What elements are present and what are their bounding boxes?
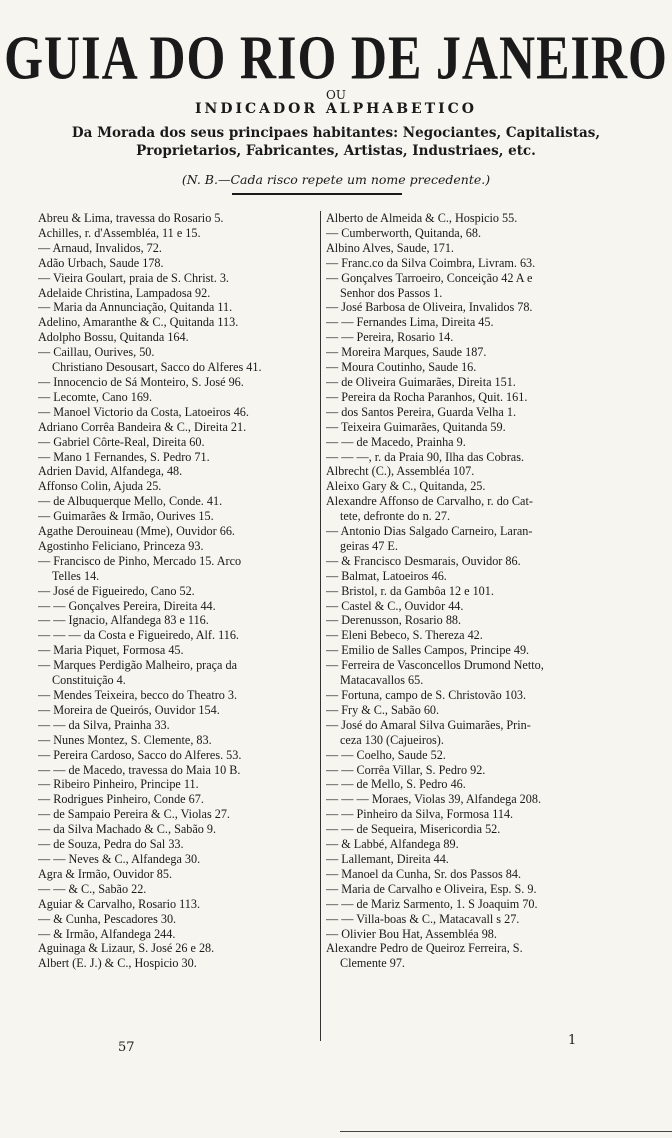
directory-entry: Agostinho Feliciano, Princeza 93. bbox=[38, 538, 204, 553]
directory-entry: — José do Amaral Silva Guimarães, Prin- bbox=[326, 717, 531, 732]
directory-entry: — Fry & C., Sabão 60. bbox=[326, 702, 440, 717]
directory-entry: — Derenusson, Rosario 88. bbox=[326, 613, 462, 628]
directory-entry: — Mano 1 Fernandes, S. Pedro 71. bbox=[38, 449, 210, 464]
directory-entry: — Pereira Cardoso, Sacco do Alferes. 53. bbox=[38, 747, 242, 762]
directory-entry: — Vieira Goulart, praia de S. Christ. 3. bbox=[38, 270, 229, 285]
directory-entry: Alexandre Affonso de Carvalho, r. do Cat- bbox=[326, 494, 533, 509]
directory-entry: — & Labbé, Alfandega 89. bbox=[326, 837, 459, 852]
directory-entry: — dos Santos Pereira, Guarda Velha 1. bbox=[326, 404, 516, 419]
directory-entry: — — Ignacio, Alfandega 83 e 116. bbox=[38, 613, 209, 628]
page-title: GUIA DO RIO DE JANEIRO bbox=[4, 22, 668, 92]
directory-entry: — — & C., Sabão 22. bbox=[38, 881, 147, 896]
directory-entry: Aguiar & Carvalho, Rosario 113. bbox=[38, 896, 201, 911]
directory-entry: Adrien David, Alfandega, 48. bbox=[38, 464, 183, 479]
directory-entry: — Rodrigues Pinheiro, Conde 67. bbox=[38, 792, 204, 807]
directory-entry: Clemente 97. bbox=[340, 956, 405, 971]
page-subtitle: INDICADOR ALPHABETICO bbox=[194, 101, 478, 117]
directory-entry: — Lecomte, Cano 169. bbox=[38, 389, 153, 404]
directory-entry: — — de Macedo, travessa do Maia 10 B. bbox=[38, 762, 241, 777]
directory-entry: — — — da Costa e Figueiredo, Alf. 116. bbox=[38, 628, 239, 643]
directory-entry: — Francisco de Pinho, Mercado 15. Arco bbox=[38, 553, 242, 568]
directory-entry: — — Fernandes Lima, Direita 45. bbox=[326, 315, 494, 330]
directory-entry: — Manoel da Cunha, Sr. dos Passos 84. bbox=[326, 866, 521, 881]
directory-entry: Adolpho Bossu, Quitanda 164. bbox=[38, 330, 189, 345]
directory-entry: Telles 14. bbox=[52, 568, 100, 583]
directory-entry: Aguinaga & Lizaur, S. José 26 e 28. bbox=[38, 941, 215, 956]
directory-entry: — Lallemant, Direita 44. bbox=[326, 851, 449, 866]
directory-entry: — Fortuna, campo de S. Christovão 103. bbox=[326, 688, 527, 702]
directory-entry: — — —, r. da Praia 90, Ilha das Cobras. bbox=[326, 449, 525, 464]
directory-entry: Christiano Desousart, Sacco do Alferes 41. bbox=[52, 360, 262, 375]
directory-entry: Agra & Irmão, Ouvidor 85. bbox=[38, 866, 173, 881]
directory-entry: Affonso Colin, Ajuda 25. bbox=[38, 479, 162, 494]
directory-entry: Alexandre Pedro de Queiroz Ferreira, S. bbox=[326, 941, 523, 956]
directory-entry: Adelino, Amaranthe & C., Quitanda 113. bbox=[38, 315, 239, 330]
directory-entry: — — — Moraes, Violas 39, Alfandega 208. bbox=[326, 792, 541, 807]
directory-entry: — — de Sequeira, Misericordia 52. bbox=[326, 822, 501, 837]
directory-entry: — & Irmão, Alfandega 244. bbox=[38, 926, 176, 941]
bottom-rule bbox=[340, 1131, 672, 1132]
directory-entry: Agathe Derouineau (Mme), Ouvidor 66. bbox=[38, 524, 235, 539]
left-column bbox=[38, 211, 318, 971]
page-number-left: 57 bbox=[118, 1040, 135, 1055]
directory-entry: Albino Alves, Saude, 171. bbox=[326, 240, 454, 255]
directory-entry: — Gonçalves Tarroeiro, Conceição 42 A e bbox=[326, 270, 533, 285]
directory-entry: — Mendes Teixeira, becco do Theatro 3. bbox=[38, 688, 238, 702]
directory-entry: — — Pereira, Rosario 14. bbox=[326, 330, 454, 345]
right-column bbox=[326, 211, 646, 971]
directory-entry: — — Coelho, Saude 52. bbox=[326, 747, 446, 762]
header-rule bbox=[232, 193, 402, 195]
editorial-note: (N. B.—Cada risco repete um nome precedente.) bbox=[181, 172, 491, 187]
directory-entry: — Ferreira de Vasconcellos Drumond Netto, bbox=[326, 658, 544, 673]
directory-entry: — — Gonçalves Pereira, Direita 44. bbox=[38, 598, 216, 613]
directory-entry: — — Corrêa Villar, S. Pedro 92. bbox=[326, 762, 486, 777]
title-connector: OU bbox=[326, 88, 346, 102]
directory-entry: — Moura Coutinho, Saude 16. bbox=[326, 360, 477, 375]
directory-entry: — — de Mariz Sarmento, 1. S Joaquim 70. bbox=[326, 896, 538, 911]
directory-entry: — Manoel Victorio da Costa, Latoeiros 46. bbox=[38, 404, 249, 419]
directory-entry: — & Cunha, Pescadores 30. bbox=[38, 911, 177, 926]
directory-entry: — Nunes Montez, S. Clemente, 83. bbox=[38, 732, 212, 747]
directory-entry: — José de Figueiredo, Cano 52. bbox=[38, 583, 195, 598]
directory-entry: — de Souza, Pedra do Sal 33. bbox=[38, 837, 184, 852]
directory-entry: — Maria da Annunciação, Quitanda 11. bbox=[38, 300, 233, 315]
directory-entry: — — Neves & C., Alfandega 30. bbox=[38, 851, 201, 866]
directory-entry: — — da Silva, Prainha 33. bbox=[38, 717, 170, 732]
column-divider bbox=[320, 211, 321, 1041]
directory-entry: — Maria Piquet, Formosa 45. bbox=[38, 643, 184, 658]
directory-entry: Albert (E. J.) & C., Hospicio 30. bbox=[38, 956, 197, 971]
directory-entry: — Innocencio de Sá Monteiro, S. José 96. bbox=[38, 374, 244, 389]
directory-entry: — Guimarães & Irmão, Ourives 15. bbox=[38, 509, 214, 524]
directory-entry: Alberto de Almeida & C., Hospicio 55. bbox=[326, 211, 518, 225]
directory-entry: — — Villa-boas & C., Matacavall s 27. bbox=[326, 911, 520, 926]
directory-entry: ceza 130 (Cajueiros). bbox=[340, 732, 444, 747]
directory-entry: geiras 47 E. bbox=[340, 538, 398, 553]
directory-entry: — Eleni Bebeco, S. Thereza 42. bbox=[326, 628, 483, 643]
directory-entry: — — de Mello, S. Pedro 46. bbox=[326, 777, 466, 792]
directory-entry: — Marques Perdigão Malheiro, praça da bbox=[38, 658, 237, 673]
directory-entry: — — Pinheiro da Silva, Formosa 114. bbox=[326, 807, 514, 822]
directory-entry: — Antonio Dias Salgado Carneiro, Laran- bbox=[326, 524, 533, 539]
directory-entry: — — de Macedo, Prainha 9. bbox=[326, 434, 466, 449]
directory-entry: — Arnaud, Invalidos, 72. bbox=[38, 240, 162, 255]
directory-entry: Senhor dos Passos 1. bbox=[340, 285, 443, 300]
directory-entry: — Gabriel Côrte-Real, Direita 60. bbox=[38, 434, 205, 449]
directory-entry: — Balmat, Latoeiros 46. bbox=[326, 568, 447, 583]
directory-entry: — Moreira Marques, Saude 187. bbox=[326, 345, 487, 360]
directory-entry: Adriano Corrêa Bandeira & C., Direita 21. bbox=[38, 419, 247, 434]
directory-entry: — de Oliveira Guimarães, Direita 151. bbox=[326, 374, 516, 389]
directory-entry: — Emilio de Salles Campos, Principe 49. bbox=[326, 643, 530, 658]
directory-entry: — Bristol, r. da Gambôa 12 e 101. bbox=[326, 583, 494, 598]
directory-entry: — de Albuquerque Mello, Conde. 41. bbox=[38, 494, 223, 509]
directory-entry: tete, defronte do n. 27. bbox=[340, 509, 450, 524]
directory-entry: — Franc.co da Silva Coimbra, Livram. 63. bbox=[326, 255, 536, 270]
directory-entry: — Castel & C., Ouvidor 44. bbox=[326, 598, 464, 613]
directory-entry: — Ribeiro Pinheiro, Principe 11. bbox=[38, 777, 199, 792]
directory-entry: Adão Urbach, Saude 178. bbox=[38, 255, 164, 270]
directory-entry: — Caillau, Ourives, 50. bbox=[38, 345, 155, 360]
directory-entry: — de Sampaio Pereira & C., Violas 27. bbox=[38, 807, 230, 822]
directory-entry: — José Barbosa de Oliveira, Invalidos 78. bbox=[326, 300, 533, 315]
directory-entry: Matacavallos 65. bbox=[340, 673, 424, 688]
page-number-right: 1 bbox=[568, 1033, 577, 1048]
directory-entry: Aleixo Gary & C., Quitanda, 25. bbox=[326, 479, 486, 494]
directory-entry: — Moreira de Queirós, Ouvidor 154. bbox=[38, 702, 220, 717]
directory-entry: Achilles, r. d'Assembléa, 11 e 15. bbox=[38, 225, 201, 240]
directory-entry: — Teixeira Guimarães, Quitanda 59. bbox=[326, 419, 506, 434]
directory-entry: Constituição 4. bbox=[52, 673, 126, 688]
directory-entry: — & Francisco Desmarais, Ouvidor 86. bbox=[326, 553, 521, 568]
directory-entry: — Maria de Carvalho e Oliveira, Esp. S. 9. bbox=[326, 881, 537, 896]
directory-entry: — Olivier Bou Hat, Assembléa 98. bbox=[326, 926, 497, 941]
directory-entry: — da Silva Machado & C., Sabão 9. bbox=[38, 822, 217, 837]
page-description: Da Morada dos seus principaes habitantes: Negociantes, Capitalistas, Proprietarios, Fabricantes, Artistas, Industriaes, etc. bbox=[71, 125, 601, 159]
directory-entry: Adelaide Christina, Lampadosa 92. bbox=[38, 285, 211, 300]
directory-entry: — Cumberworth, Quitanda, 68. bbox=[326, 225, 482, 240]
directory-entry: Albrecht (C.), Assembléa 107. bbox=[326, 464, 475, 479]
directory-entry: Abreu & Lima, travessa do Rosario 5. bbox=[38, 211, 224, 225]
directory-entry: — Pereira da Rocha Paranhos, Quit. 161. bbox=[326, 389, 528, 404]
